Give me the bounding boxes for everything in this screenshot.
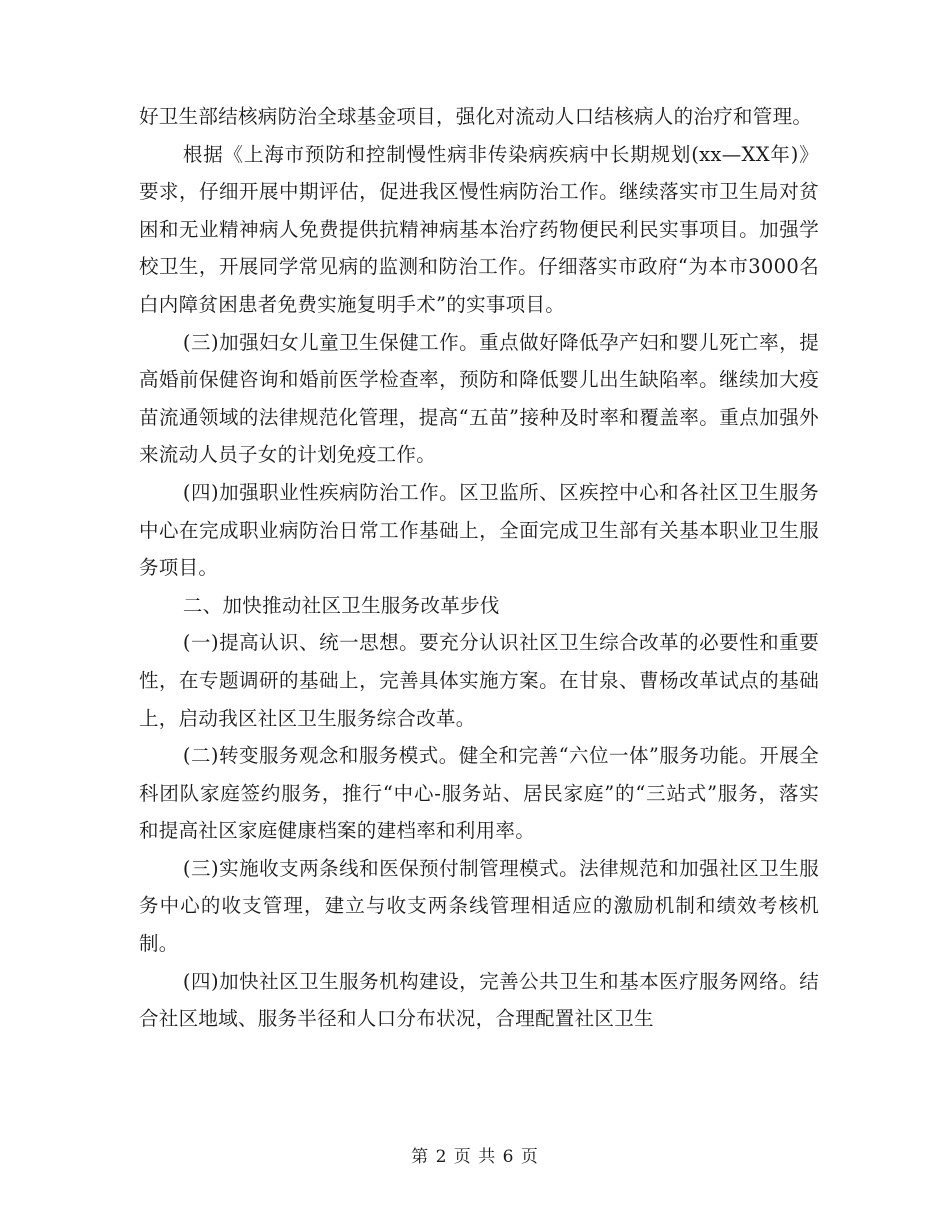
section-heading: 二、加快推动社区卫生服务改革步伐 <box>182 593 500 617</box>
paragraph-3: (三)加强妇女儿童卫生保健工作。重点做好降低孕产妇和婴儿死亡率，提高婚前保健咨询和婚前医学检查率，预防和降低婴儿出生缺陷率。继续加大疫苗流通领域的法律规范化管理，提高“五苗”接种及时率和覆盖率。重点加强外来流动人员子女的计划免疫工作。 <box>139 330 819 467</box>
paragraph-8: (三)实施收支两条线和医保预付制管理模式。法律规范和加强社区卫生服务中心的收支管理，建立与收支两条线管理相适应的激励机制和绩效考核机制。 <box>139 856 819 956</box>
page-number: 第 2 页 共 6 页 <box>411 1147 539 1167</box>
paragraph-7: (二)转变服务观念和服务模式。健全和完善“六位一体”服务功能。开展全科团队家庭签约服务，推行“中心-服务站、居民家庭”的“三站式”服务，落实和提高社区家庭健康档案的建档率和利用率。 <box>139 744 819 843</box>
page-footer <box>0 1146 950 1168</box>
paragraph-2: 根据《上海市预防和控制慢性病非传染病疾病中长期规划(xx—XX年)》要求，仔细开展中期评估，促进我区慢性病防治工作。继续落实市卫生局对贫困和无业精神病人免费提供抗精神病基本治疗药物便民利民实事项目。加强学校卫生，开展同学常见病的监测和防治工作。仔细落实市政府“为本市3000名白内障贫困患者免费实施复明手术”的实事项目。 <box>139 142 819 316</box>
paragraph-1: 好卫生部结核病防治全球基金项目，强化对流动人口结核病人的治疗和管理。 <box>139 105 813 128</box>
paragraph-9: (四)加快社区卫生服务机构建设，完善公共卫生和基本医疗服务网络。结合社区地域、服务半径和人口分布状况，合理配置社区卫生 <box>139 969 819 1031</box>
paragraph-4: (四)加强职业性疾病防治工作。区卫监所、区疾控中心和各社区卫生服务中心在完成职业病防治日常工作基础上，全面完成卫生部有关基本职业卫生服务项目。 <box>139 480 819 580</box>
document-body <box>139 98 819 1038</box>
paragraph-6: (一)提高认识、统一思想。要充分认识社区卫生综合改革的必要性和重要性，在专题调研的基础上，完善具体实施方案。在甘泉、曹杨改革试点的基础上，启动我区社区卫生服务综合改革。 <box>139 631 819 730</box>
